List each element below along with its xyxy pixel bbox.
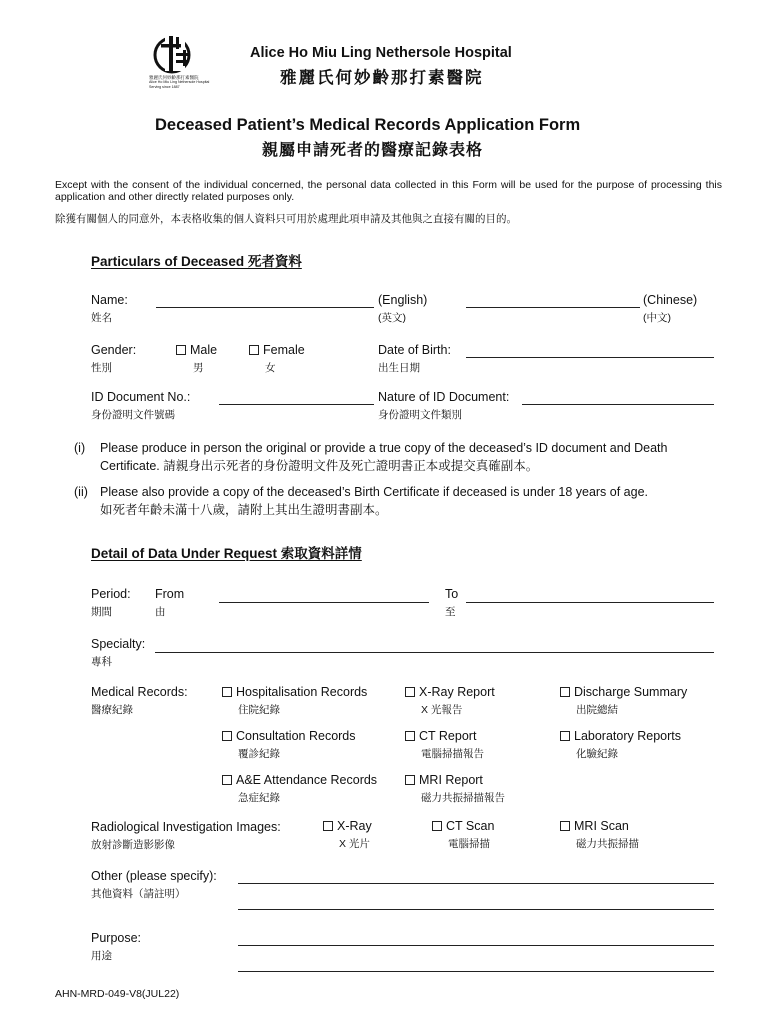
purpose-label-en: Purpose: [91,931,142,945]
consultation-label: Consultation Records [236,729,356,743]
hospital-name-en: Alice Ho Miu Ling Nethersole Hospital [250,45,512,61]
name-english-field[interactable] [156,307,374,308]
hospitalisation-label-zh: 住院紀錄 [238,704,280,716]
english-label-zh: (英文) [378,312,406,324]
dob-label-zh: 出生日期 [378,362,420,374]
logo-text-en: Alice Ho Miu Ling Nethersole Hospital [149,80,210,84]
form-title-zh: 親屬申請死者的醫療記錄表格 [262,142,484,159]
discharge-checkbox[interactable] [560,685,687,700]
period-label-en: Period: [91,587,131,601]
nature-field[interactable] [522,404,714,405]
period-label-zh: 期間 [91,606,112,618]
gender-label-en: Gender: [91,343,137,357]
female-label-zh: 女 [265,362,276,374]
note-2-number: (ii) [74,485,88,499]
medrec-label-zh: 醫療紀錄 [91,704,133,716]
name-label-zh: 姓名 [91,312,112,324]
mri-scan-label: MRI Scan [574,819,629,833]
other-label-zh: 其他資料（請註明） [91,888,186,900]
xray-image-label: X-Ray [337,819,372,833]
other-label-en: Other (please specify): [91,869,217,883]
mri-scan-checkbox[interactable] [560,819,629,834]
nature-label-zh: 身份證明文件類別 [378,409,462,421]
consultation-checkbox[interactable] [222,729,356,744]
hospital-emblem-icon [147,33,209,77]
laboratory-label: Laboratory Reports [574,729,682,743]
discharge-label: Discharge Summary [574,685,688,699]
xray-image-label-zh: X 光片 [339,838,370,850]
hospitalisation-label: Hospitalisation Records [236,685,368,699]
to-label-en: To [445,587,459,601]
ae-attendance-label-zh: 急症紀錄 [238,792,280,804]
specialty-label-en: Specialty: [91,637,146,651]
name-label-en: Name: [91,293,128,307]
dob-label-en: Date of Birth: [378,343,451,357]
section-heading-request: Detail of Data Under Request 索取資料詳情 [91,546,362,561]
xray-image-checkbox[interactable] [323,819,372,834]
laboratory-checkbox[interactable] [560,729,681,744]
ae-attendance-checkbox[interactable] [222,773,377,788]
radiological-label-en: Radiological Investigation Images: [91,820,281,834]
radiological-label-zh: 放射診斷造影影像 [91,839,175,851]
purpose-field-line2[interactable] [238,971,714,972]
iddoc-label-en: ID Document No.: [91,390,191,404]
note-1-line2: Certificate. 請親身出示死者的身份證明文件及死亡證明書正本或提交真確副本。 [100,459,539,473]
gender-label-zh: 性別 [91,362,112,374]
consultation-label-zh: 覆診紀錄 [238,748,280,760]
note-1-line1: Please produce in person the original or provide a true copy of the deceased’s ID document and Death [100,441,668,455]
from-label-en: From [155,587,185,601]
female-checkbox[interactable] [249,343,305,358]
ct-report-checkbox[interactable] [405,729,476,744]
logo-text-zh: 雅麗氏何妙齡那打素醫院 [149,75,199,80]
note-1-number: (i) [74,441,86,455]
mri-report-label: MRI Report [419,773,483,787]
english-label-en: (English) [378,293,428,307]
mri-scan-label-zh: 磁力共振掃描 [576,838,639,850]
chinese-label-en: (Chinese) [643,293,698,307]
discharge-label-zh: 出院總結 [576,704,618,716]
female-label: Female [263,343,305,357]
form-title-en: Deceased Patient’s Medical Records Application Form [155,116,581,134]
period-to-field[interactable] [466,602,714,603]
purpose-label-zh: 用途 [91,950,112,962]
logo-year: Serving since 1887 [149,85,180,89]
section-heading-deceased: Particulars of Deceased 死者資料 [91,254,302,269]
ct-report-label-zh: 電腦掃描報告 [421,748,484,760]
to-label-zh: 至 [445,606,456,618]
male-checkbox[interactable] [176,343,217,358]
ct-scan-checkbox[interactable] [432,819,494,834]
xray-report-label: X-Ray Report [419,685,495,699]
from-label-zh: 由 [155,606,166,618]
nature-label-en: Nature of ID Document: [378,390,510,404]
other-field-line1[interactable] [238,883,714,884]
male-label: Male [190,343,218,357]
hospital-logo [147,33,209,91]
dob-field[interactable] [466,357,714,358]
name-chinese-field[interactable] [466,307,640,308]
purpose-field-line1[interactable] [238,945,714,946]
ct-scan-label: CT Scan [446,819,495,833]
specialty-field[interactable] [155,652,714,653]
iddoc-label-zh: 身份證明文件號碼 [91,409,175,421]
privacy-notice-en: Except with the consent of the individual concerned, the personal data collected in this Form will be used for the purpose of processing this application and other directly related purposes only. [55,179,722,203]
xray-report-checkbox[interactable] [405,685,495,700]
period-from-field[interactable] [219,602,429,603]
note-2-line1: Please also provide a copy of the deceased’s Birth Certificate if deceased is under 18 years of age. [100,485,649,499]
iddoc-field[interactable] [219,404,374,405]
mri-report-checkbox[interactable] [405,773,483,788]
other-field-line2[interactable] [238,909,714,910]
ae-attendance-label: A&E Attendance Records [236,773,378,787]
chinese-label-zh: (中文) [643,312,671,324]
hospitalisation-checkbox[interactable] [222,685,367,700]
mri-report-label-zh: 磁力共振掃描報告 [421,792,505,804]
hospital-name-zh: 雅麗氏何妙齡那打素醫院 [280,69,484,87]
specialty-label-zh: 專科 [91,656,112,668]
male-label-zh: 男 [193,362,204,374]
ct-scan-label-zh: 電腦掃描 [448,838,490,850]
form-code: AHN-MRD-049-V8(JUL22) [55,988,180,1000]
xray-report-label-zh: X 光報告 [421,704,463,716]
ct-report-label: CT Report [419,729,477,743]
laboratory-label-zh: 化驗紀錄 [576,748,618,760]
privacy-notice-zh: 除獲有關個人的同意外，本表格收集的個人資料只可用於處理此項申請及其他與之直接有關的目的。 [55,213,517,225]
medrec-label-en: Medical Records: [91,685,188,699]
note-2-line2: 如死者年齡未滿十八歲，請附上其出生證明書副本。 [100,503,388,517]
